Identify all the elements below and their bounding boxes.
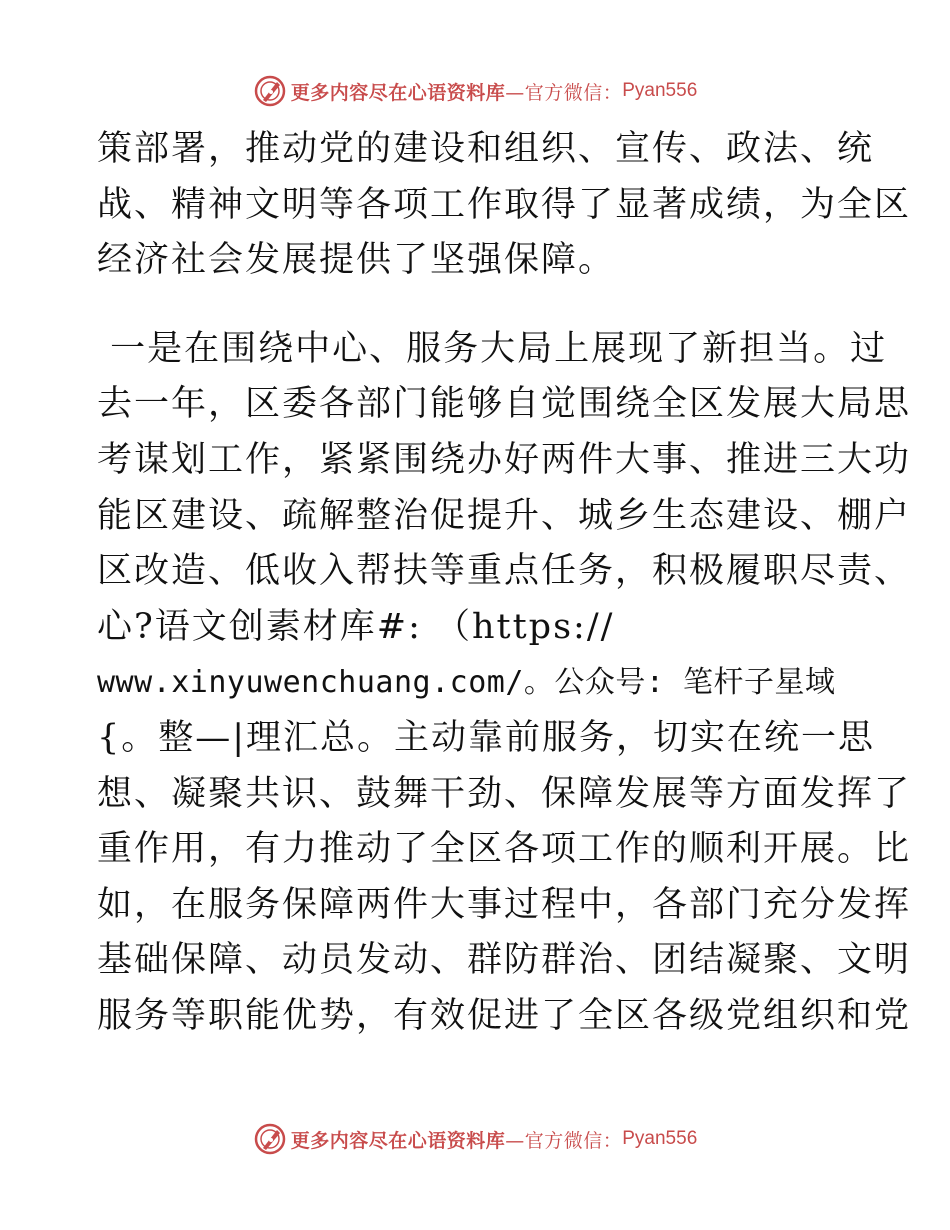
document-line: 策部署，推动党的建设和组织、宣传、政法、统 xyxy=(97,129,875,169)
document-line: 基础保障、动员发动、群防群治、团结凝聚、文明 xyxy=(97,940,912,981)
document-line: 经济社会发展提供了坚强保障。 xyxy=(97,240,616,281)
document-line: 心?语文创素材库#: （https:// xyxy=(97,606,615,647)
document-line: www.xinyuwenchuang.com/。公众号: 笔杆子星域 xyxy=(97,665,836,701)
document-body xyxy=(97,122,912,1045)
banner-main-text: 更多内容尽在心语资料库 xyxy=(290,81,506,104)
banner-wechat-id: Pyan556 xyxy=(622,80,698,101)
document-line: 能区建设、疏解整治促提升、城乡生态建设、棚户 xyxy=(97,495,912,536)
banner-wechat-id: Pyan556 xyxy=(622,1128,698,1149)
document-line: 重作用，有力推动了全区各项工作的顺利开展。比 xyxy=(97,829,912,870)
pen-nib-circle-icon xyxy=(253,74,287,108)
document-line: {。整—|理汇总。主动靠前服务，切实在统一思 xyxy=(97,717,876,758)
footer-banner xyxy=(0,1121,950,1157)
document-line: 考谋划工作，紧紧围绕办好两件大事、推进三大功 xyxy=(97,439,912,480)
banner-main-text: 更多内容尽在心语资料库 xyxy=(290,1129,506,1152)
header-banner xyxy=(0,73,950,109)
document-line: 想、凝聚共识、鼓舞干劲、保障发展等方面发挥了 xyxy=(97,773,912,814)
document-line: 如，在服务保障两件大事过程中，各部门充分发挥 xyxy=(97,884,912,925)
document-line: 去一年，区委各部门能够自觉围绕全区发展大局思 xyxy=(97,384,912,425)
banner-separator-text: —官方微信： xyxy=(505,1129,623,1152)
banner-separator-text: —官方微信： xyxy=(505,81,623,104)
document-line: 一是在围绕中心、服务大局上展现了新担当。过 xyxy=(97,328,888,369)
pen-nib-circle-icon xyxy=(253,1122,287,1156)
document-line: 服务等职能优势，有效促进了全区各级党组织和党 xyxy=(97,995,912,1036)
document-line: 战、精神文明等各项工作取得了显著成绩，为全区 xyxy=(97,184,912,225)
document-line: 区改造、低收入帮扶等重点任务，积极履职尽责、 xyxy=(97,551,912,592)
